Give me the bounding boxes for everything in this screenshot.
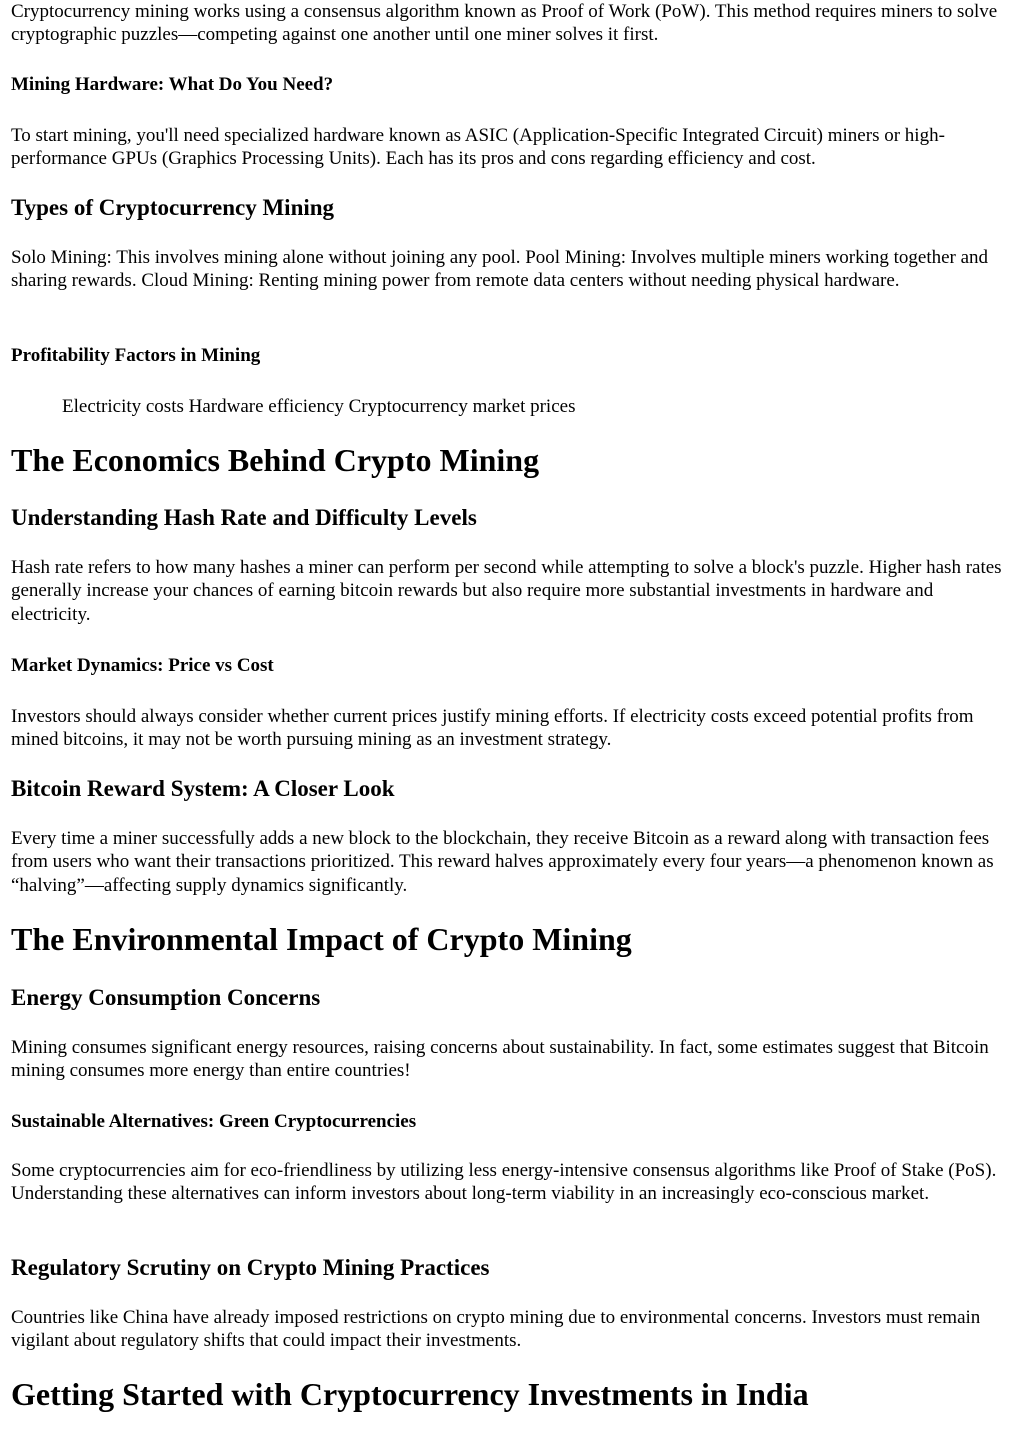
heading-market-dynamics: Market Dynamics: Price vs Cost [11,655,274,676]
heading-mining-hardware: Mining Hardware: What Do You Need? [11,74,334,95]
paragraph-green-cryptocurrencies: Some cryptocurrencies aim for eco-friendliness by utilizing less energy-intensive consensus algorithms like Proof of Stake (PoS). Understanding these alternatives can inform investors about long-term viability in an increasingly eco-conscious market. [11,1160,997,1205]
heading-environmental-impact: The Environmental Impact of Crypto Mining [11,921,632,957]
paragraph-regulatory-scrutiny: Countries like China have already imposed restrictions on crypto mining due to environmental concerns. Investors must remain vigilant about regulatory shifts that could impact their investments. [11,1307,981,1352]
heading-types-of-mining: Types of Cryptocurrency Mining [11,195,335,220]
paragraph-hash-rate: Hash rate refers to how many hashes a miner can perform per second while attempting to solve a block's puzzle. Higher hash rates generally increase your chances of earning bitcoin rewards but also require more substantial investments in hardware and electricity. [11,557,1002,625]
heading-profitability-factors: Profitability Factors in Mining [11,345,261,366]
heading-hash-rate: Understanding Hash Rate and Difficulty Levels [11,505,477,530]
heading-green-cryptocurrencies: Sustainable Alternatives: Green Cryptocurrencies [11,1111,417,1132]
paragraph-energy-consumption: Mining consumes significant energy resources, raising concerns about sustainability. In fact, some estimates suggest that Bitcoin mining consumes more energy than entire countries! [11,1037,989,1082]
heading-energy-consumption: Energy Consumption Concerns [11,985,321,1010]
heading-getting-started-india: Getting Started with Cryptocurrency Investments in India [11,1376,809,1412]
heading-economics: The Economics Behind Crypto Mining [11,442,540,478]
paragraph-profitability-factors: Electricity costs Hardware efficiency Cryptocurrency market prices [62,396,576,417]
paragraph-bitcoin-reward: Every time a miner successfully adds a new block to the blockchain, they receive Bitcoin as a reward along with transaction fees from users who want their transactions prioritized. This reward halves approximately every four years—a phenomenon known as “halving”—affecting supply dynamics significantly. [11,828,994,896]
paragraph-proof-of-work: Cryptocurrency mining works using a consensus algorithm known as Proof of Work (PoW). This method requires miners to solve cryptographic puzzles—competing against one another until one miner solves it first. [11,1,998,46]
heading-bitcoin-reward: Bitcoin Reward System: A Closer Look [11,776,395,801]
paragraph-mining-hardware: To start mining, you'll need specialized hardware known as ASIC (Application-Specific Integrated Circuit) miners or high-performance GPUs (Graphics Processing Units). Each has its pros and cons regarding efficiency and cost. [11,125,945,170]
heading-regulatory-scrutiny: Regulatory Scrutiny on Crypto Mining Practices [11,1255,490,1280]
paragraph-types-of-mining: Solo Mining: This involves mining alone without joining any pool. Pool Mining: Involves multiple miners working together and sharing rewards. Cloud Mining: Renting mining power from remote data centers without needing physical hardware. [11,247,989,292]
paragraph-market-dynamics: Investors should always consider whether current prices justify mining efforts. If electricity costs exceed potential profits from mined bitcoins, it may not be worth pursuing mining as an investment strategy. [11,706,974,751]
